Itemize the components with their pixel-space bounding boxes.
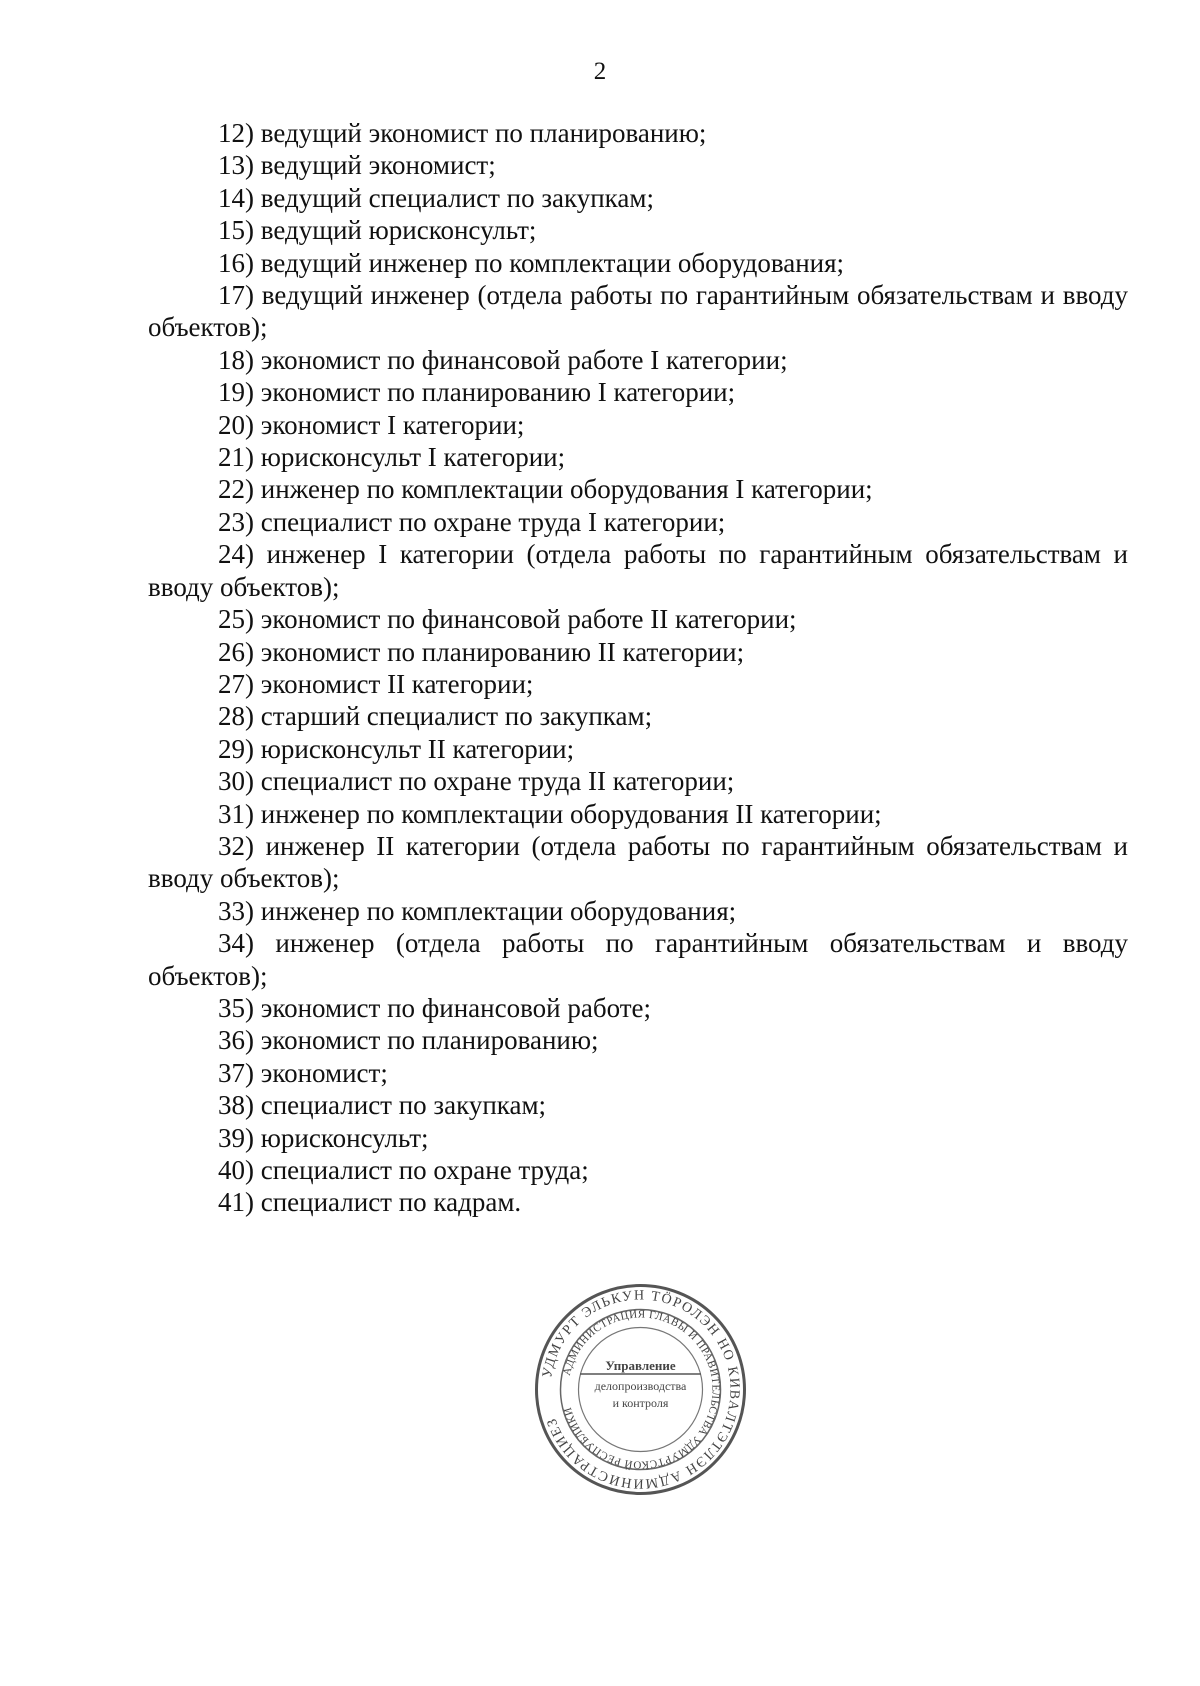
list-item: 28) старший специалист по закупкам;	[218, 701, 653, 732]
list-item: 13) ведущий экономист;	[218, 150, 496, 181]
list-item: 38) специалист по закупкам;	[218, 1090, 547, 1121]
list-item: 16) ведущий инженер по комплектации оборудования;	[218, 247, 845, 278]
list-item: 30) специалист по охране труда II категории;	[218, 766, 735, 797]
list-item: 17) ведущий инженер (отдела работы по гарантийным обязательствам и вводу объектов);	[148, 280, 1128, 343]
list-item: 15) ведущий юрисконсульт;	[218, 215, 537, 246]
list-item: 29) юрисконсульт II категории;	[218, 733, 575, 764]
list-item: 34) инженер (отдела работы по гарантийным обязательствам и вводу объектов);	[148, 928, 1128, 991]
stamp-center-line-1: Управление	[605, 1358, 676, 1373]
stamp-outer-ring-path: УДМУРТ ЭЛЬКУН ТӦРОЛЭН НО КИВАЛТЭТЛЭН АДМИНИСТРАЦИЕЗ	[540, 1288, 742, 1491]
list-item: 41) специалист по кадрам.	[218, 1187, 522, 1218]
list-item: 31) инженер по комплектации оборудования II категории;	[218, 798, 882, 829]
list-item: 14) ведущий специалист по закупкам;	[218, 182, 654, 213]
position-list	[148, 117, 1128, 1219]
list-item: 12) ведущий экономист по планированию;	[218, 118, 707, 148]
list-item: 21) юрисконсульт I категории;	[218, 442, 566, 473]
stamp-inner-ring-path: АДМИНИСТРАЦИЯ ГЛАВЫ И ПРАВИТЕЛЬСТВА УДМУРТСКОЙ РЕСПУБЛИКИ	[560, 1308, 722, 1471]
page-number: 2	[593, 58, 607, 85]
stamp-seal-graphic	[533, 1282, 748, 1497]
official-stamp	[533, 1282, 748, 1497]
list-item: 22) инженер по комплектации оборудования I категории;	[218, 474, 873, 505]
list-item: 40) специалист по охране труда;	[218, 1155, 589, 1185]
list-item: 36) экономист по планированию;	[218, 1025, 599, 1056]
list-item: 24) инженер I категории (отдела работы по гарантийным обязательствам и вводу объектов);	[148, 539, 1128, 602]
stamp-center-line-3: и контроля	[612, 1396, 669, 1410]
list-item: 20) экономист I категории;	[218, 409, 525, 440]
list-item: 25) экономист по финансовой работе II категории;	[218, 604, 797, 635]
list-item: 26) экономист по планированию II категории;	[218, 636, 745, 667]
list-item: 39) юрисконсульт;	[218, 1122, 429, 1153]
list-item: 23) специалист по охране труда I категории;	[218, 506, 726, 537]
list-item: 32) инженер II категории (отдела работы по гарантийным обязательствам и вводу объектов);	[148, 830, 1128, 894]
list-item: 19) экономист по планированию I категории;	[218, 377, 736, 408]
stamp-center-line-2: делопроизводства	[594, 1379, 687, 1393]
list-item: 35) экономист по финансовой работе;	[218, 992, 652, 1023]
list-item: 18) экономист по финансовой работе I категории;	[218, 344, 788, 375]
list-item: 33) инженер по комплектации оборудования;	[218, 895, 737, 926]
list-item: 27) экономист II категории;	[218, 668, 534, 699]
list-item: 37) экономист;	[218, 1057, 388, 1088]
